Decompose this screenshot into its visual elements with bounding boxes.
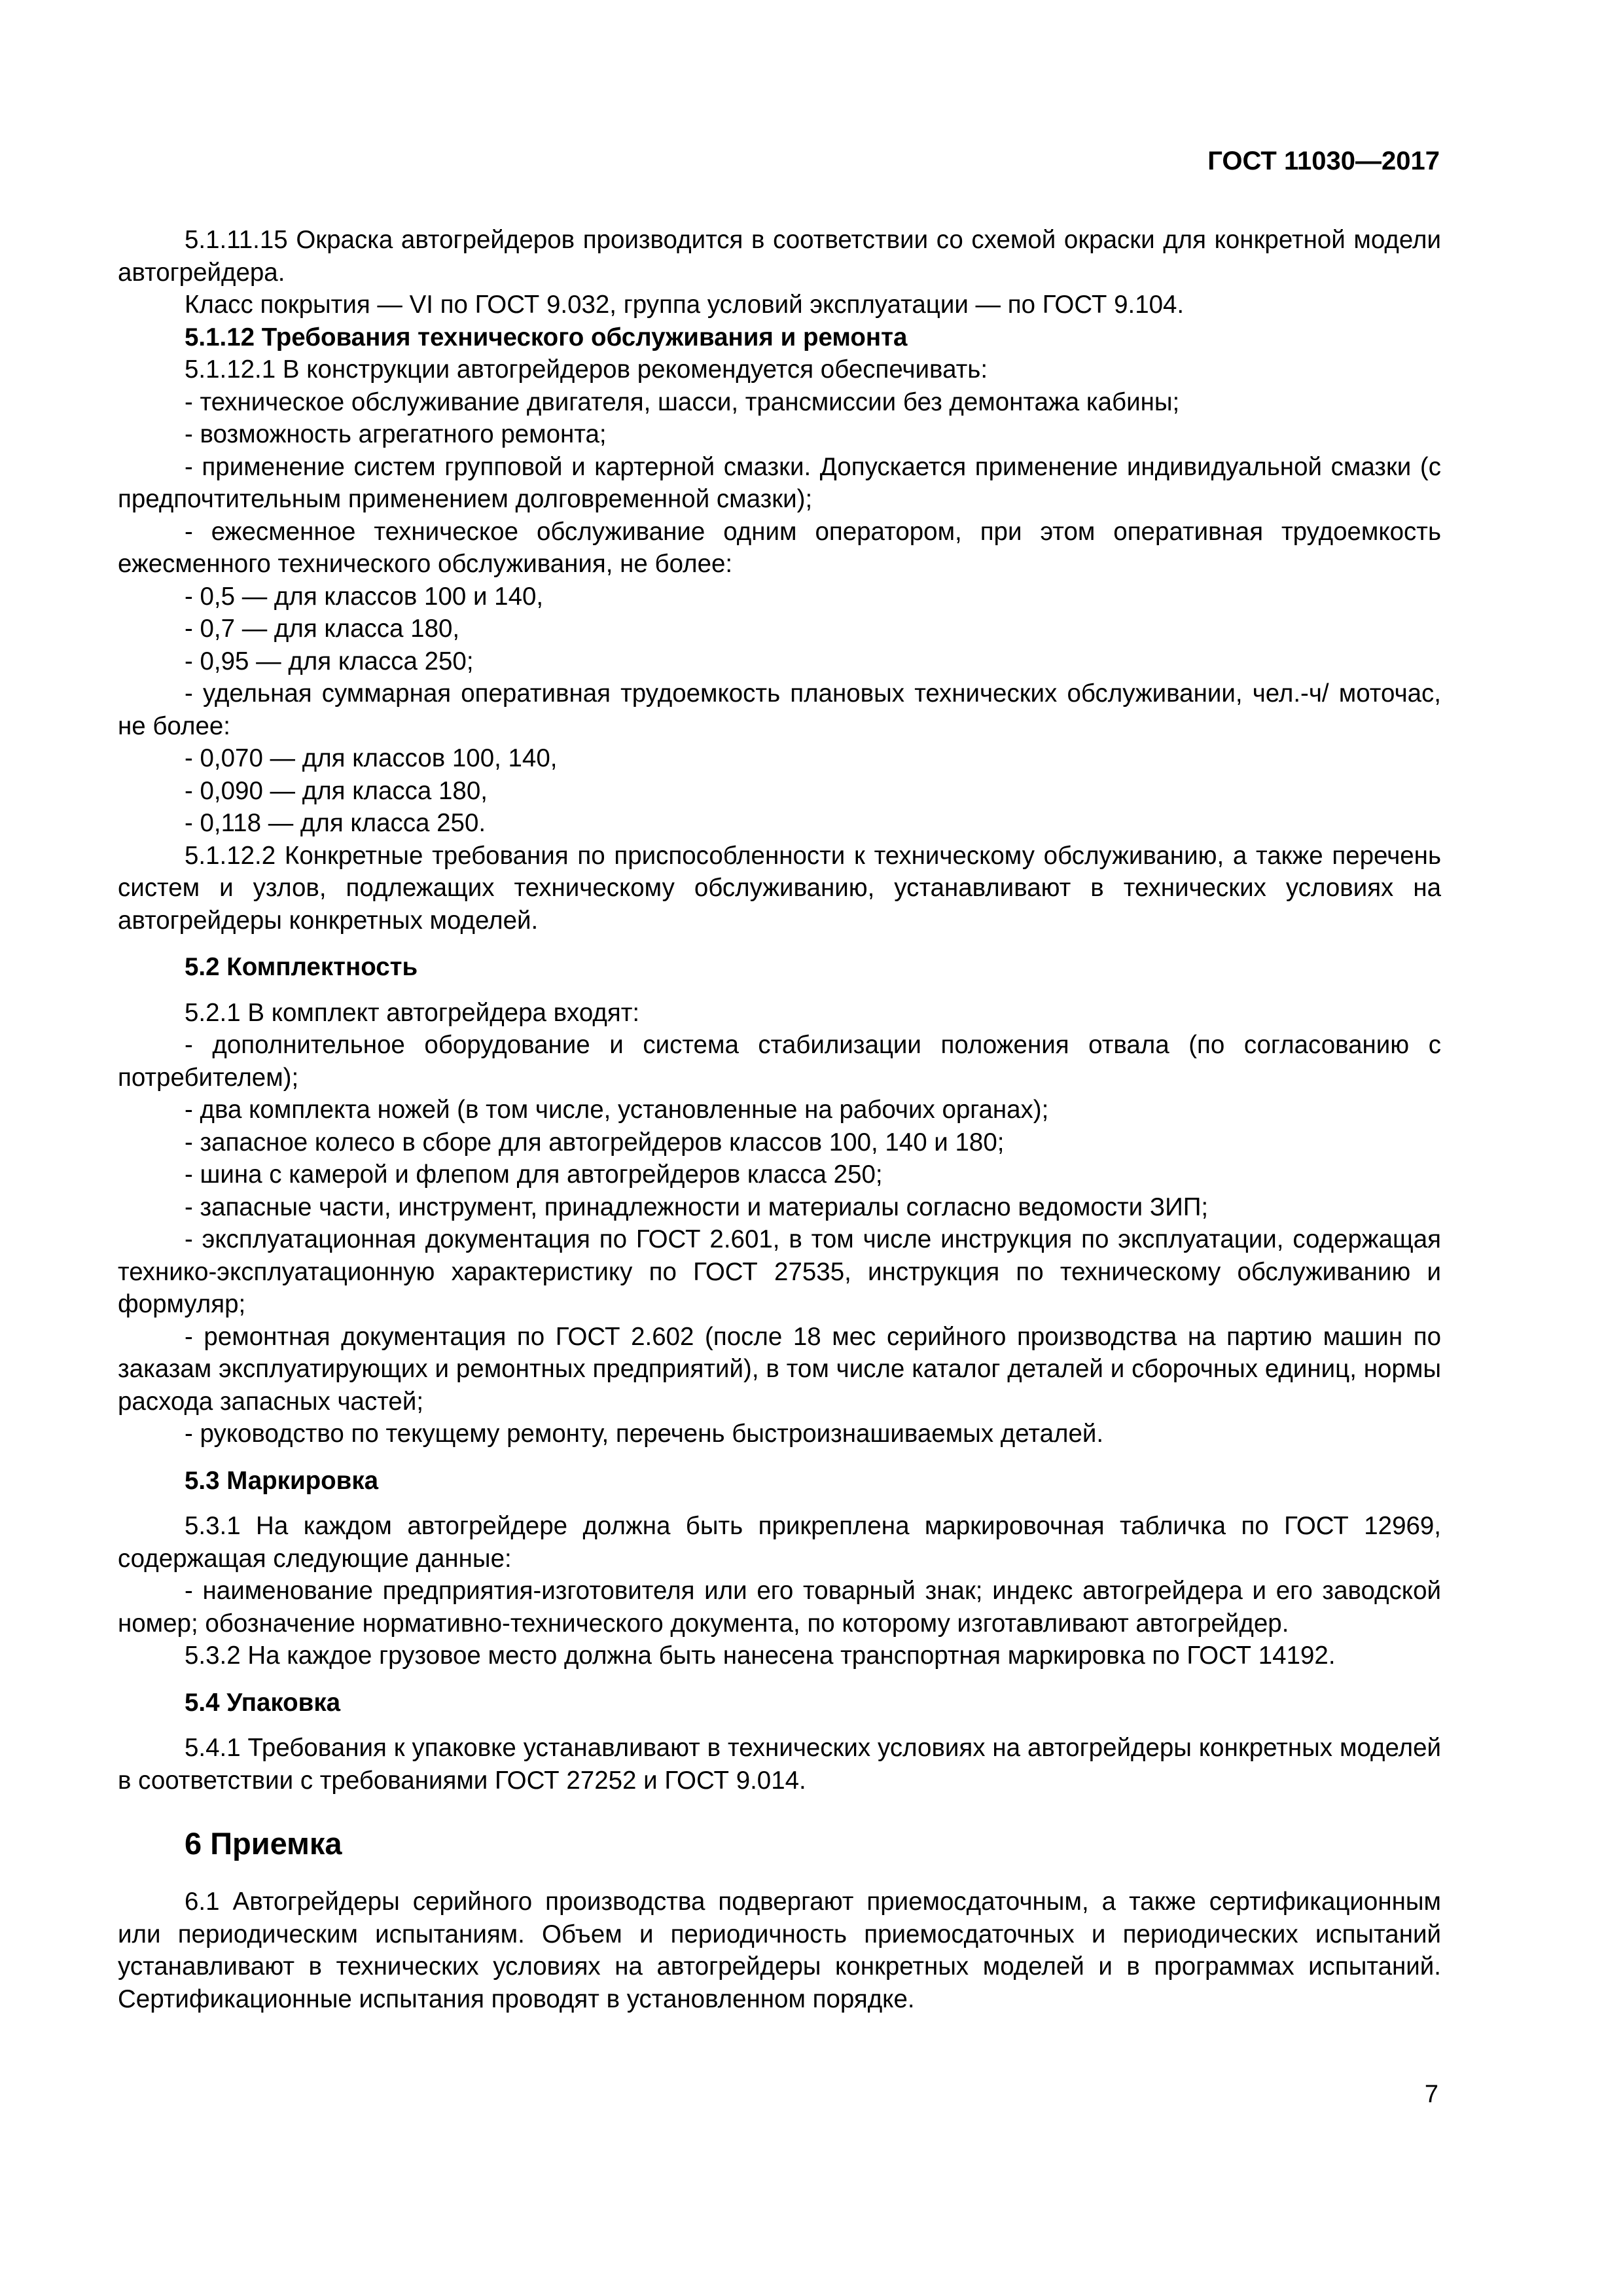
list-item: - два комплекта ножей (в том числе, установленные на рабочих органах);	[185, 1096, 1049, 1124]
list-item: - шина с камерой и флепом для автогрейдеров класса 250;	[185, 1160, 883, 1189]
section-heading-5-1-12: 5.1.12 Требования технического обслуживания и ремонта	[185, 323, 908, 351]
list-item: - 0,090 — для класса 180,	[185, 776, 488, 805]
paragraph: 5.4.1 Требования к упаковке устанавливают в технических условиях на автогрейдеры конкретных моделей в соответствии с требованиями ГОСТ 27252 и ГОСТ 9.014.	[118, 1734, 1441, 1795]
paragraph: 5.1.12.2 Конкретные требования по приспособленности к техническому обслуживанию, а также перечень систем и узлов, подлежащих техническому обслуживанию, устанавливают в технических условиях на автогрейдеры конкретных моделей.	[118, 841, 1441, 935]
paragraph: 5.3.1 На каждом автогрейдере должна быть прикреплена маркировочная табличка по ГОСТ 12969, содержащая следующие данные:	[118, 1512, 1441, 1573]
paragraph: 5.2.1 В комплект автогрейдера входят:	[185, 998, 640, 1027]
paragraph: 5.3.2 На каждое грузовое место должна быть нанесена транспортная маркировка по ГОСТ 14192.	[185, 1641, 1336, 1670]
document-body	[118, 224, 1441, 2015]
list-item: - руководство по текущему ремонту, перечень быстроизнашиваемых деталей.	[185, 1420, 1104, 1448]
list-item: - техническое обслуживание двигателя, шасси, трансмиссии без демонтажа кабины;	[185, 387, 1180, 416]
list-item: - ежесменное техническое обслуживание одним оператором, при этом оперативная трудоемкость ежесменного технического обслуживания, не более:	[118, 517, 1441, 578]
list-item: - эксплуатационная документация по ГОСТ 2.601, в том числе инструкция по эксплуатации, содержащая технико-эксплуатационную характеристику по ГОСТ 27535, инструкция по техническому обслуживанию и формуляр;	[118, 1225, 1441, 1318]
paragraph: 5.1.11.15 Окраска автогрейдеров производится в соответствии со схемой окраски для конкретной модели автогрейдера.	[118, 226, 1441, 287]
list-item: - удельная суммарная оперативная трудоемкость плановых технических обслуживании, чел.-ч/ моточас, не более:	[118, 679, 1441, 740]
list-item: - 0,95 — для класса 250;	[185, 647, 474, 675]
paragraph: 5.1.12.1 В конструкции автогрейдеров рекомендуется обеспечивать:	[185, 355, 988, 384]
list-item: - наименование предприятия-изготовителя или его товарный знак; индекс автогрейдера и его заводской номер; обозначение нормативно-технического документа, по которому изготавливают автогрейдер.	[118, 1577, 1441, 1638]
list-item: - дополнительное оборудование и система стабилизации положения отвала (по согласованию с потребителем);	[118, 1031, 1441, 1092]
list-item: - 0,7 — для класса 180,	[185, 615, 460, 643]
list-item: - ремонтная документация по ГОСТ 2.602 (после 18 мес серийного производства на партию машин по заказам эксплуатирующих и ремонтных предприятий), в том числе каталог деталей и сборочных единиц, нормы расхода запасных частей;	[118, 1322, 1441, 1416]
document-code: ГОСТ 11030—2017	[1207, 147, 1440, 175]
section-heading-6: 6 Приемка	[185, 1826, 342, 1861]
list-item: - возможность агрегатного ремонта;	[185, 420, 607, 448]
paragraph: Класс покрытия — VI по ГОСТ 9.032, группа условий эксплуатации — по ГОСТ 9.104.	[185, 291, 1185, 319]
page-number: 7	[1424, 2081, 1438, 2108]
paragraph: 6.1 Автогрейдеры серийного производства подвергают приемосдаточным, а также сертификационным или периодическим испытаниям. Объем и периодичность приемосдаточных и периодических испытаний устанавливают в технических условиях на автогрейдеры конкретных моделей и в программах испытаний. Сертификационные испытания проводят в установленном порядке.	[118, 1888, 1441, 2013]
list-item: - 0,070 — для классов 100, 140,	[185, 744, 558, 772]
section-heading-5-2: 5.2 Комплектность	[185, 953, 418, 981]
list-item: - применение систем групповой и картерной смазки. Допускается применение индивидуальной смазки (с предпочтительным применением долговременной смазки);	[118, 452, 1441, 513]
list-item: - 0,118 — для класса 250.	[185, 809, 486, 837]
section-heading-5-3: 5.3 Маркировка	[185, 1466, 379, 1495]
list-item: - запасное колесо в сборе для автогрейдеров классов 100, 140 и 180;	[185, 1128, 1005, 1157]
list-item: - 0,5 — для классов 100 и 140,	[185, 582, 544, 611]
list-item: - запасные части, инструмент, принадлежности и материалы согласно ведомости ЗИП;	[185, 1193, 1209, 1221]
section-heading-5-4: 5.4 Упаковка	[185, 1688, 340, 1717]
